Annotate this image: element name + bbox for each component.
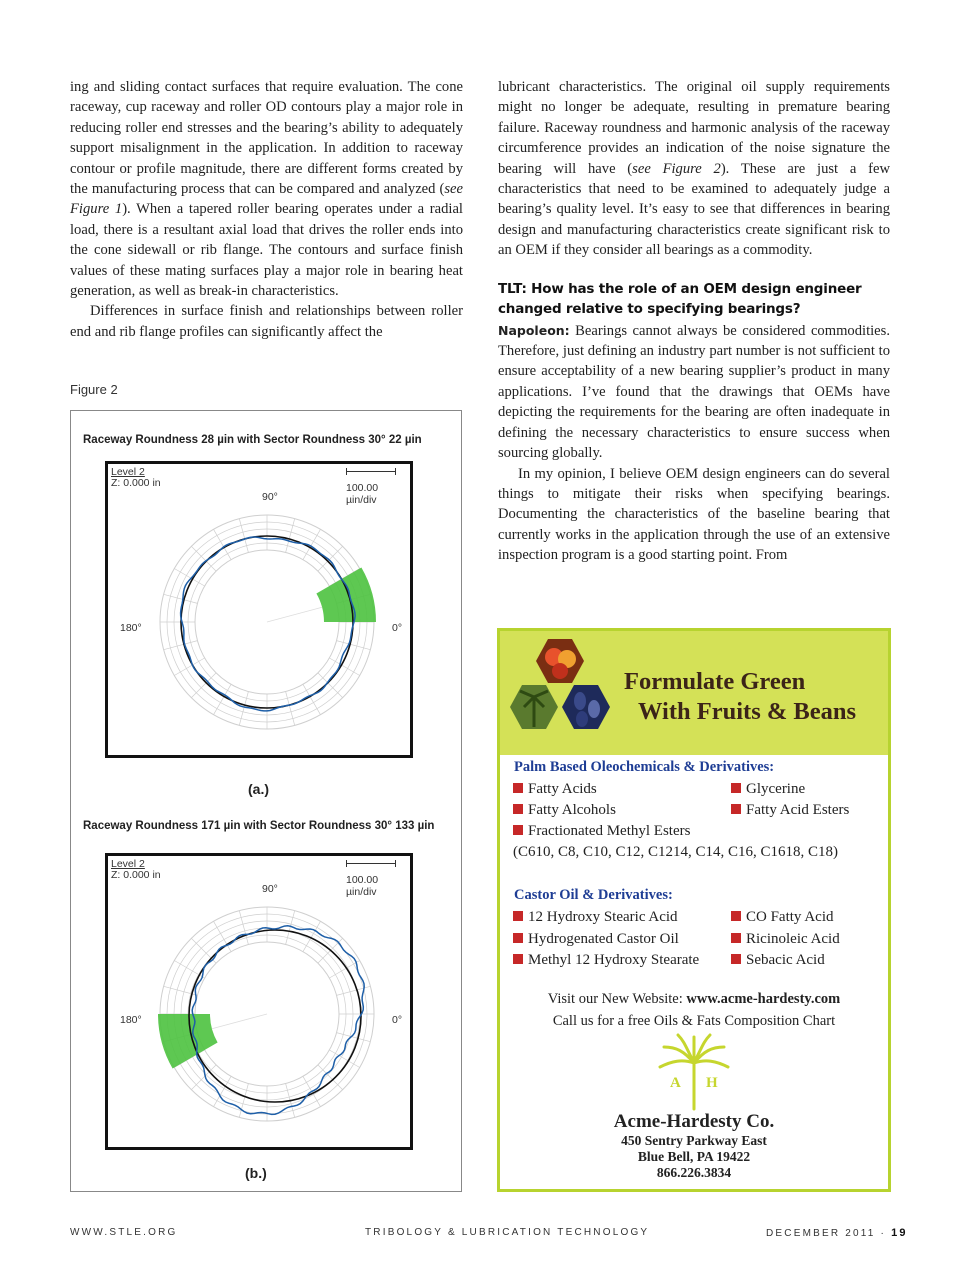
plot-a-z: Z: 0.000 in [111,477,161,489]
ad-item: CO Fatty Acid [731,909,834,926]
acme-hardesty-palm-logo-icon [654,1033,734,1111]
answer-paragraph-1: Napoleon: Bearings cannot always be considered commodities. Therefore, just defining an industry part number is not sufficient to ensure acceptability of a new bearing supplier’s product in many applications. I’ve found that the drawings that OEMs have depicting the requirements for the bearing are often inadequate in defining the necessary characteristics to ensure success when sourcing globally. [498,322,890,462]
ad-item: Ricinoleic Acid [731,931,840,948]
advertisement [497,628,891,1192]
plot-a-level: Level 2 [111,466,145,478]
plot-b-angle-180: 180° [120,1014,142,1026]
ad-call-line: Call us for a free Oils & Fats Composition Chart [552,1013,836,1029]
ad-section-palm: Palm Based Oleochemicals & Derivatives: [514,759,775,775]
ad-item: Fractionated Methyl Esters [513,823,690,840]
plot-a-angle-180: 180° [120,622,142,634]
right-paragraph-1: lubricant characteristics. The original oil supply requirements might no longer be adequate, resulting in premature bearing failure. Raceway roundness and harmonic analysis of the raceway circumference provides an indication of the noise signature the bearing will have (see Figure 2). These are just a few characteristics that need to be examined to adequately judge a bearing’s quality level. It’s easy to see that differences in bearing design and manufacturing characteristics create significant risk to an OEM if they consider all bearings as a commodity. [498,79,890,259]
logo-letter-a: A [670,1075,681,1091]
left-paragraph-2: Differences in surface finish and relationships between roller end and rib flange profiles can significantly affect the [70,303,463,340]
ad-section-palm-note: (C610, C8, C10, C12, C1214, C14, C16, C1618, C18) [513,844,839,860]
ad-section-castor: Castor Oil & Derivatives: [514,887,673,903]
plot-a-title: Raceway Roundness 28 µin with Sector Roundness 30° 22 µin [83,434,422,446]
ad-phone: 866.226.3834 [656,1165,732,1180]
ad-item: Fatty Acids [513,781,597,798]
plot-a-caption: (a.) [248,781,269,797]
article-right-column [498,77,890,566]
scale-bar-b [346,860,396,867]
polar-plot-a [108,464,410,755]
ad-item: Fatty Acid Esters [731,802,849,819]
answer-paragraph-2: In my opinion, I believe OEM design engineers can do several things to mitigate their risks when specifying bearings. Documenting the characteristics of the baseline bearing that currently works in the application through the use of an extensive inspection program is a good starting point. From [498,465,890,564]
sector-guide-line [212,1014,267,1029]
page-number: 19 [891,1227,908,1239]
article-left-column [70,77,463,342]
figure-label: Figure 2 [70,382,118,397]
figure-2 [70,410,462,1192]
plot-b-z: Z: 0.000 in [111,869,161,881]
ad-item: 12 Hydroxy Stearic Acid [513,909,678,926]
interview-question: TLT: How has the role of an OEM design engineer changed relative to specifying bearings? [498,280,862,317]
plot-b [105,853,413,1150]
ad-company: Acme-Hardesty Co. [613,1111,775,1132]
plot-b-caption: (b.) [245,1165,267,1181]
left-paragraph-1: ing and sliding contact surfaces that require evaluation. The cone raceway, cup raceway and roller OD contours play a major role in reducing roller end stresses and the bearing’s ability to adequately support misalignment in the application. In addition to raceway contour or profile magnitude, there are different forms created by the manufacturing process that can be compared and analyzed (see Figure 1). When a tapered roller bearing operates under a radial load, there is a resultant axial load that drives the roller ends into the cone sidewall or rib flange. The contours and surface finish values of these mating surfaces play a major role in bearing heat generation, as well as break-in characteristics. [70,79,463,300]
plot-a-angle-0: 0° [392,622,403,634]
ad-title [624,667,856,727]
ad-title-line-1: Formulate Green [624,668,806,695]
ad-item: Hydrogenated Castor Oil [513,931,679,948]
fruit-beans-hexagon-graphic [508,631,628,755]
sector-roundness-wedge [158,1014,218,1069]
ad-item: Methyl 12 Hydroxy Stearate [513,952,699,969]
plot-b-title: Raceway Roundness 171 µin with Sector Roundness 30° 133 µin [83,820,435,832]
ad-website-line: Visit our New Website: www.acme-hardesty.com [547,991,841,1007]
ad-item: Glycerine [731,781,805,798]
grid-spoke [318,673,343,698]
plot-a-scale: 100.00 µin/div [346,482,379,506]
ad-banner [500,631,888,755]
sector-guide-line [267,607,322,622]
plot-a [105,461,413,758]
grid-spoke [191,546,216,571]
plot-b-scale: 100.00 µin/div [346,874,379,898]
sector-roundness-wedge [316,568,376,623]
logo-letter-h: H [706,1075,718,1091]
ad-website-link[interactable]: www.acme-hardesty.com [686,991,841,1007]
footer-website[interactable]: WWW.STLE.ORG [70,1227,178,1238]
grid-spoke [318,1065,343,1090]
plot-b-angle-0: 0° [392,1014,403,1026]
grid-spoke [318,546,343,571]
ad-address-2: Blue Bell, PA 19422 [637,1149,751,1164]
footer-publication: TRIBOLOGY & LUBRICATION TECHNOLOGY [365,1227,650,1238]
speaker-label: Napoleon: [498,322,570,338]
ad-item: Sebacic Acid [731,952,825,969]
ad-address-1: 450 Sentry Parkway East [621,1133,767,1148]
grid-spoke [191,673,216,698]
footer-date: DECEMBER 2011 · 19 [766,1227,908,1239]
scale-bar-a [346,468,396,475]
polar-plot-b [108,856,410,1147]
ad-title-line-2: With Fruits & Beans [638,698,857,725]
plot-b-level: Level 2 [111,858,145,870]
ad-item: Fatty Alcohols [513,802,616,819]
plot-b-angle-90: 90° [262,883,278,895]
plot-a-angle-90: 90° [262,491,278,503]
